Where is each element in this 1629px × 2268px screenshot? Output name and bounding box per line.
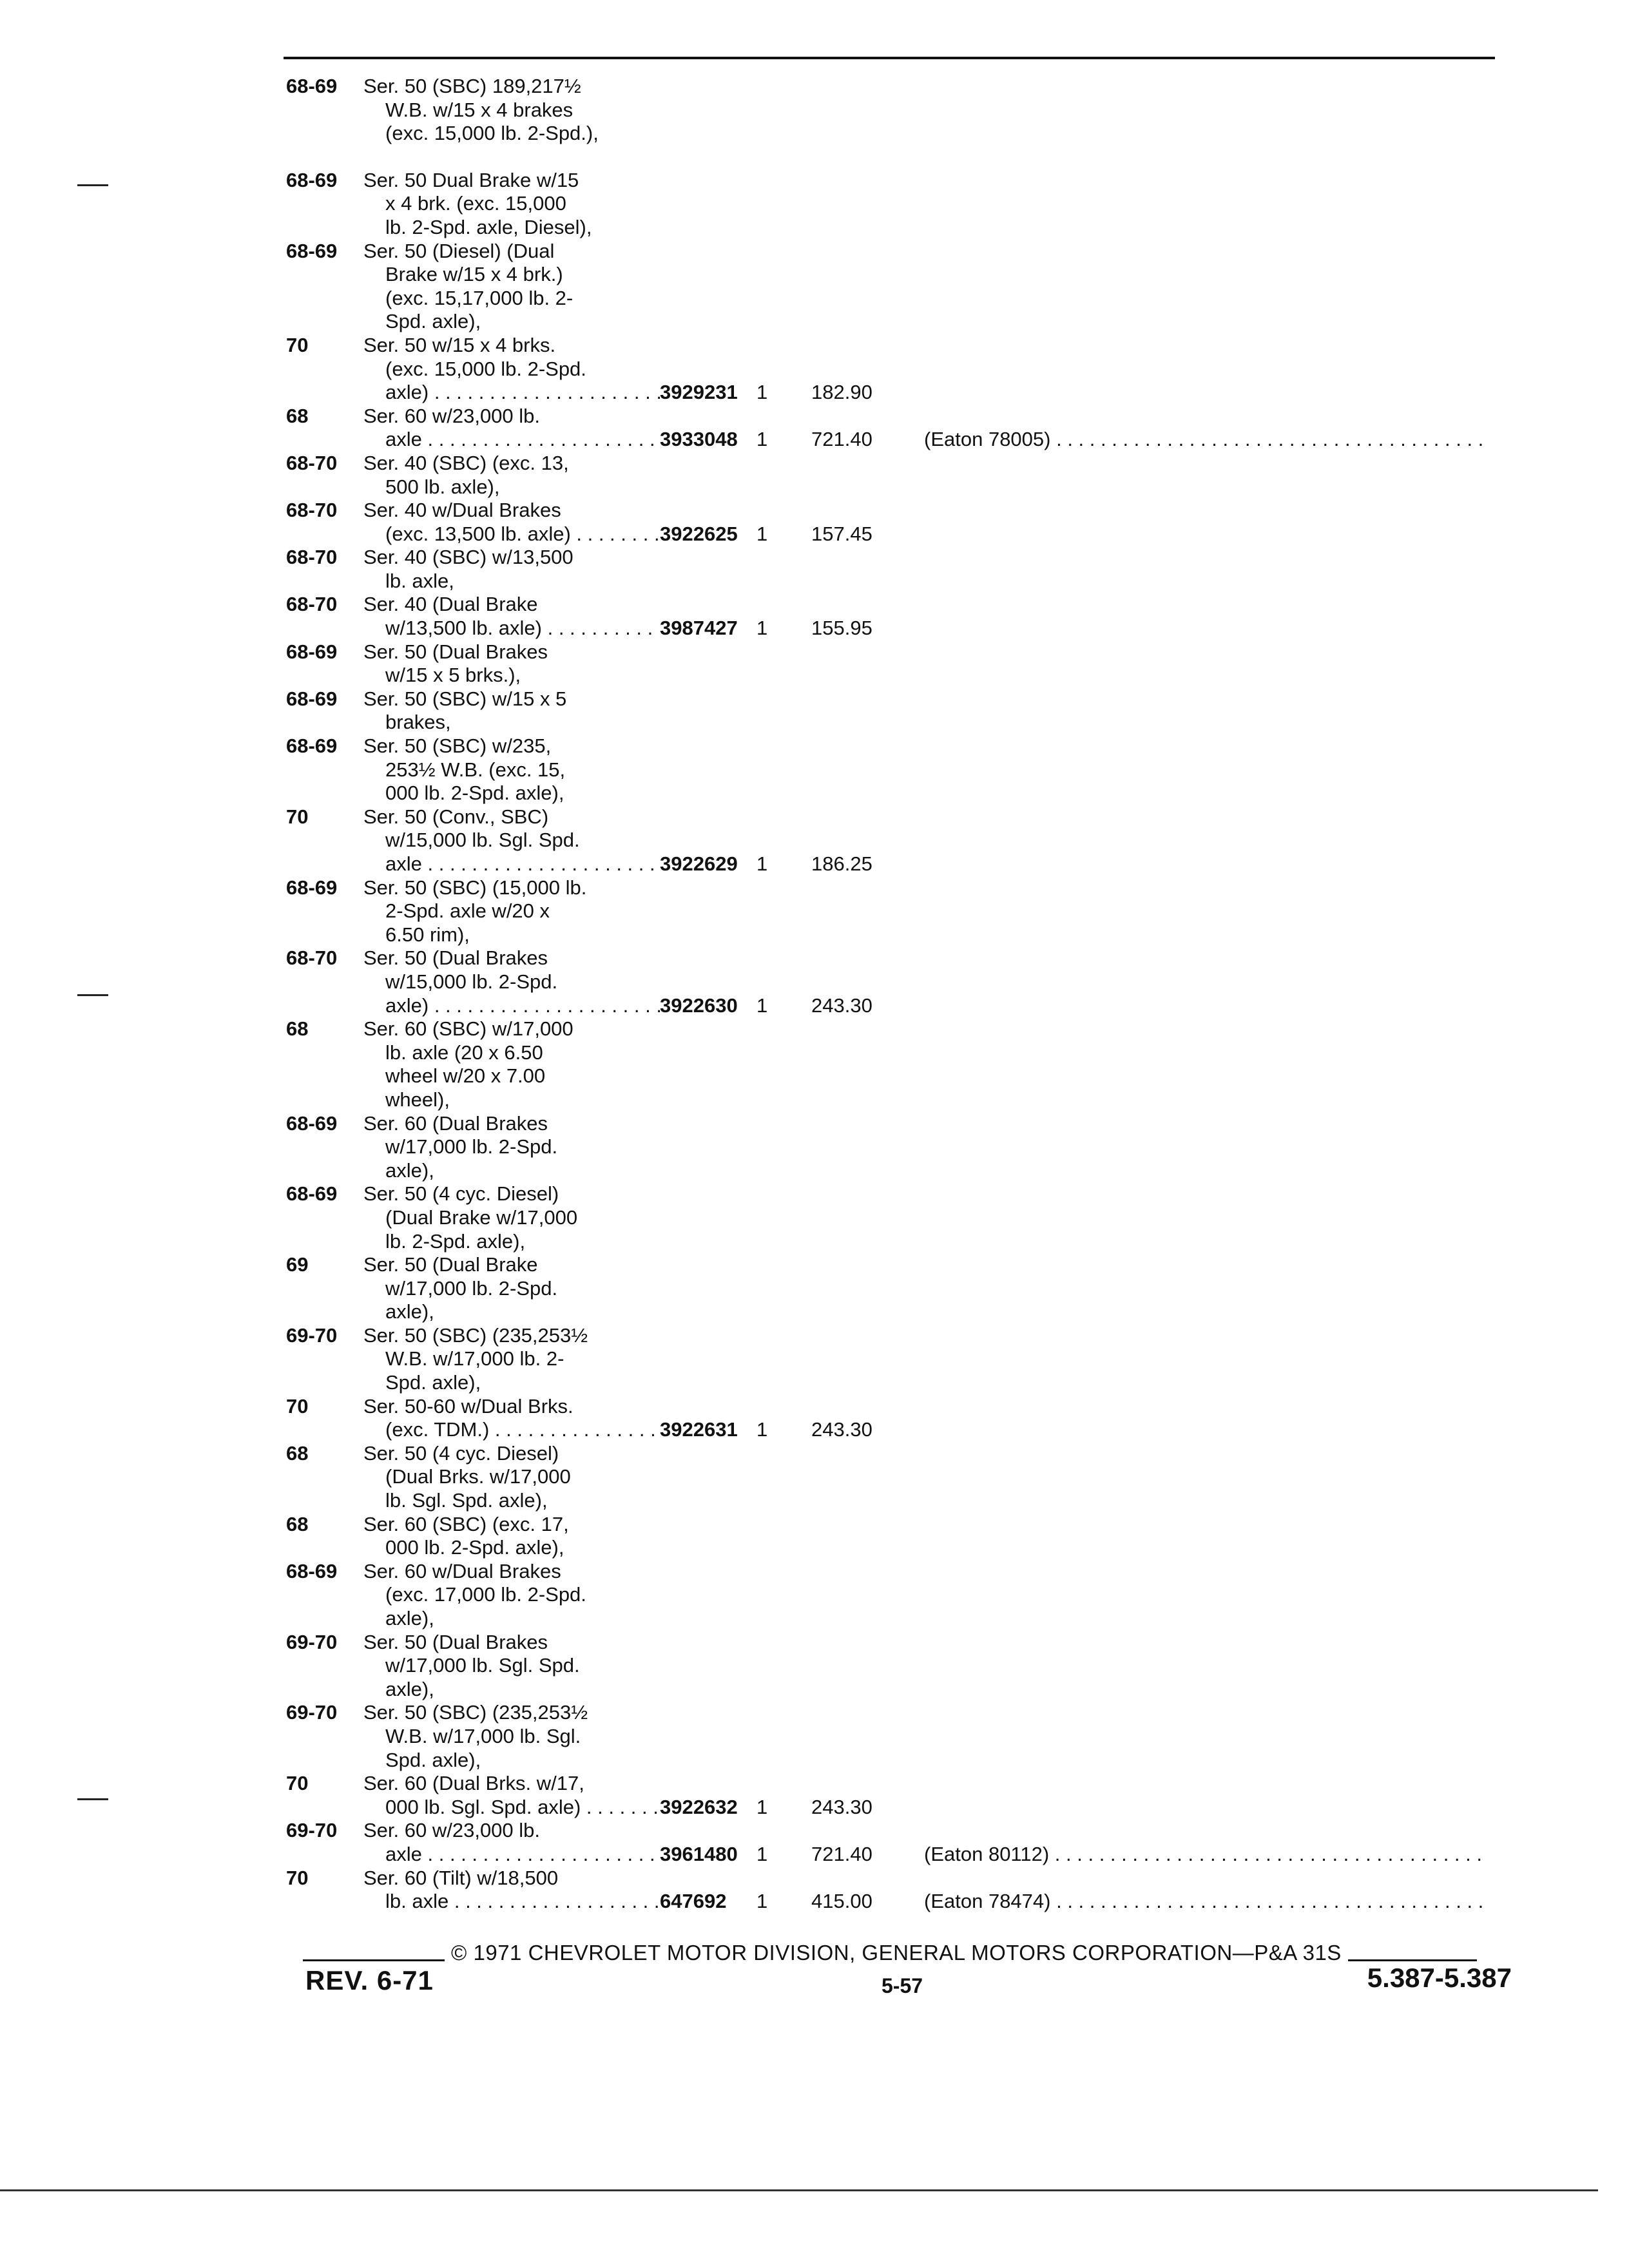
price: 721.40: [811, 1842, 872, 1865]
catalog-entry: [286, 593, 1575, 640]
supplier-note: (Eaton 80112) . . .: [924, 1843, 1485, 1867]
entry-description: [363, 1182, 660, 1253]
footer-rule-left: [303, 1945, 445, 1961]
part-number: 3922631: [660, 1418, 738, 1441]
description-line: axle),: [385, 1677, 434, 1700]
catalog-entry: [286, 1819, 1575, 1866]
margin-mark: [77, 994, 108, 996]
entry-years: 70: [286, 805, 309, 828]
section-number: 5.387-5.387: [1367, 1963, 1512, 1993]
description-line: Ser. 50 (SBC) w/15 x 5: [363, 687, 567, 710]
entry-years: 68-69: [286, 1559, 338, 1582]
description-line: W.B. w/17,000 lb. 2-: [385, 1347, 564, 1370]
entry-years: 69-70: [286, 1630, 338, 1653]
price: 243.30: [811, 1418, 872, 1441]
entry-description: [363, 1701, 660, 1772]
part-number: 3922625: [660, 522, 738, 545]
entry-years: 68-70: [286, 499, 338, 522]
description-line: lb. Sgl. Spd. axle),: [385, 1489, 548, 1512]
catalog-entry: [286, 1395, 1575, 1442]
catalog-entry: [286, 735, 1575, 805]
description-line: w/17,000 lb. 2-Spd.: [385, 1276, 558, 1300]
part-number: 647692: [660, 1890, 727, 1913]
price: 243.30: [811, 1795, 872, 1818]
description-line: Ser. 50 (SBC) w/235,: [363, 735, 552, 758]
part-number: 3987427: [660, 617, 738, 640]
entry-description: [363, 735, 660, 805]
entry-description: [363, 805, 660, 876]
supplier-note: (Eaton 78005) . . .: [924, 428, 1485, 452]
quantity: 1: [757, 381, 768, 404]
entry-years: 70: [286, 1394, 309, 1418]
catalog-entry: [286, 805, 1575, 876]
entry-description: [363, 640, 660, 687]
entry-years: 68-69: [286, 735, 338, 758]
description-line: Ser. 60 (Dual Brakes: [363, 1111, 548, 1135]
description-line: lb. axle,: [385, 569, 454, 592]
entry-years: 69-70: [286, 1701, 338, 1724]
description-line: (exc. 13,500 lb. axle) . . .: [363, 523, 660, 546]
description-line: 2-Spd. axle w/20 x: [385, 899, 550, 923]
description-line: Ser. 50-60 w/Dual Brks.: [363, 1394, 574, 1418]
price: 243.30: [811, 994, 872, 1017]
catalog-entry: [286, 1867, 1575, 1914]
description-line: w/13,500 lb. axle) . . .: [363, 617, 660, 640]
entry-description: [363, 452, 660, 499]
description-line: Ser. 60 (SBC) w/17,000: [363, 1017, 574, 1041]
entry-description: [363, 75, 660, 146]
catalog-entry: [286, 1253, 1575, 1324]
description-line: Spd. axle),: [385, 1748, 481, 1771]
entry-years: 68-69: [286, 239, 338, 262]
catalog-entry: [286, 1182, 1575, 1253]
footer-rule-right: [1348, 1945, 1477, 1961]
margin-mark: [77, 184, 108, 186]
description-line: Ser. 50 (SBC) (235,253½: [363, 1323, 588, 1347]
description-line: axle),: [385, 1300, 434, 1323]
entry-description: [363, 1395, 660, 1442]
entry-years: 69-70: [286, 1819, 338, 1842]
entry-description: [363, 169, 660, 240]
entry-description: [363, 1513, 660, 1560]
catalog-entry: [286, 452, 1575, 499]
description-line: Ser. 50 (SBC) (235,253½: [363, 1701, 588, 1724]
entry-description: [363, 1772, 660, 1819]
quantity: 1: [757, 428, 768, 451]
entry-description: [363, 1442, 660, 1513]
entry-years: 68: [286, 404, 309, 427]
description-line: lb. axle (20 x 6.50: [385, 1041, 543, 1064]
entry-description: [363, 1867, 660, 1914]
entry-description: [363, 1631, 660, 1702]
description-line: (exc. 15,17,000 lb. 2-: [385, 286, 574, 309]
catalog-entry: [286, 1513, 1575, 1560]
entry-years: 68-69: [286, 1111, 338, 1135]
supplier-note: (Eaton 78474) . . .: [924, 1890, 1485, 1914]
description-line: wheel w/20 x 7.00: [385, 1064, 546, 1088]
price: 182.90: [811, 381, 872, 404]
footer-copyright-line: [303, 1941, 1508, 1965]
description-line: Ser. 50 Dual Brake w/15: [363, 168, 579, 191]
description-line: Ser. 50 (Dual Brake: [363, 1253, 538, 1276]
description-line: 253½ W.B. (exc. 15,: [385, 758, 566, 781]
description-line: Ser. 40 (SBC) w/13,500: [363, 546, 574, 569]
description-line: (exc. 15,000 lb. 2-Spd.: [385, 357, 586, 380]
entry-description: [363, 240, 660, 334]
entry-description: [363, 546, 660, 593]
description-line: Ser. 60 (Tilt) w/18,500: [363, 1866, 559, 1889]
description-line: Ser. 40 (Dual Brake: [363, 593, 538, 616]
catalog-entry: [286, 1631, 1575, 1702]
entry-years: 69-70: [286, 1323, 338, 1347]
description-line: Ser. 50 (Dual Brakes: [363, 640, 548, 663]
description-line: W.B. w/15 x 4 brakes: [385, 98, 574, 121]
part-number: 3922630: [660, 994, 738, 1017]
description-line: (exc. TDM.) . . .: [363, 1418, 660, 1442]
part-number: 3922629: [660, 852, 738, 875]
description-line: axle),: [385, 1158, 434, 1182]
parts-catalog-list: [286, 75, 1575, 1914]
description-line: (Dual Brake w/17,000: [385, 1206, 578, 1229]
top-rule: [284, 57, 1495, 59]
description-line: Ser. 50 (4 cyc. Diesel): [363, 1441, 559, 1465]
description-line: Ser. 60 w/Dual Brakes: [363, 1559, 561, 1582]
entry-description: [363, 1560, 660, 1631]
entry-years: 68-69: [286, 687, 338, 710]
part-number: 3922632: [660, 1795, 738, 1818]
catalog-entry: [286, 546, 1575, 593]
entry-description: [363, 687, 660, 735]
quantity: 1: [757, 1418, 768, 1441]
part-number: 3961480: [660, 1842, 738, 1865]
entry-years: 68-70: [286, 451, 338, 474]
description-line: axle . . .: [363, 428, 660, 452]
quantity: 1: [757, 852, 768, 875]
bottom-rule: [0, 2189, 1598, 2191]
description-line: 000 lb. Sgl. Spd. axle) . . .: [363, 1796, 660, 1820]
catalog-entry: [286, 169, 1575, 240]
description-line: x 4 brk. (exc. 15,000: [385, 192, 566, 215]
description-line: 000 lb. 2-Spd. axle),: [385, 782, 564, 805]
description-line: Spd. axle),: [385, 1371, 481, 1394]
description-line: w/17,000 lb. 2-Spd.: [385, 1135, 558, 1158]
catalog-entry: [286, 1560, 1575, 1631]
entry-years: 68: [286, 1512, 309, 1535]
description-line: w/17,000 lb. Sgl. Spd.: [385, 1654, 580, 1677]
description-line: lb. axle . . .: [363, 1890, 660, 1914]
price: 721.40: [811, 428, 872, 451]
catalog-entry: [286, 1324, 1575, 1395]
catalog-entry: [286, 1017, 1575, 1111]
catalog-entry: [286, 75, 1575, 146]
entry-description: [363, 1253, 660, 1324]
description-line: Ser. 60 w/23,000 lb.: [363, 404, 541, 427]
page-number: 5-57: [882, 1974, 923, 1997]
description-line: (exc. 17,000 lb. 2-Spd.: [385, 1583, 586, 1606]
description-line: axle) . . .: [363, 381, 660, 405]
quantity: 1: [757, 1842, 768, 1865]
footer-copyright: © 1971 CHEVROLET MOTOR DIVISION, GENERAL MOTORS CORPORATION—P&A 31S: [451, 1941, 1342, 1965]
entry-years: 68-69: [286, 168, 338, 191]
description-line: 000 lb. 2-Spd. axle),: [385, 1536, 564, 1559]
description-line: Ser. 50 (4 cyc. Diesel): [363, 1182, 559, 1206]
entry-years: 68: [286, 1017, 309, 1041]
description-line: 500 lb. axle),: [385, 475, 500, 498]
description-line: Ser. 50 w/15 x 4 brks.: [363, 333, 556, 356]
description-line: axle),: [385, 1607, 434, 1629]
description-line: Ser. 40 w/Dual Brakes: [363, 499, 561, 522]
entry-description: [363, 499, 660, 546]
description-line: W.B. w/17,000 lb. Sgl.: [385, 1724, 581, 1747]
catalog-entry: [286, 1701, 1575, 1772]
description-line: 6.50 rim),: [385, 923, 470, 946]
entry-years: 68-69: [286, 1182, 338, 1206]
description-line: (Dual Brks. w/17,000: [385, 1465, 571, 1488]
catalog-entry: [286, 687, 1575, 735]
entry-years: 70: [286, 1772, 309, 1795]
description-line: Ser. 60 (Dual Brks. w/17,: [363, 1772, 584, 1795]
description-line: Ser. 60 (SBC) (exc. 17,: [363, 1512, 569, 1535]
entry-description: [363, 334, 660, 405]
quantity: 1: [757, 1795, 768, 1818]
catalog-entry: [286, 240, 1575, 334]
entry-years: 68-69: [286, 876, 338, 899]
description-line: Ser. 50 (Dual Brakes: [363, 1630, 548, 1653]
entry-years: 68-70: [286, 593, 338, 616]
quantity: 1: [757, 522, 768, 545]
description-line: axle) . . .: [363, 994, 660, 1018]
catalog-entry: [286, 1772, 1575, 1819]
description-line: wheel),: [385, 1088, 450, 1111]
part-number: 3933048: [660, 428, 738, 451]
description-line: Ser. 50 (SBC) (15,000 lb.: [363, 876, 587, 899]
entry-description: [363, 1819, 660, 1866]
entry-description: [363, 1017, 660, 1111]
quantity: 1: [757, 994, 768, 1017]
description-line: w/15,000 lb. 2-Spd.: [385, 970, 558, 993]
catalog-entry: [286, 334, 1575, 405]
catalog-entry: [286, 947, 1575, 1017]
description-line: lb. 2-Spd. axle),: [385, 1229, 526, 1253]
price: 155.95: [811, 617, 872, 640]
entry-years: 70: [286, 1866, 309, 1889]
description-line: Ser. 40 (SBC) (exc. 13,: [363, 451, 569, 474]
catalog-entry: [286, 876, 1575, 947]
quantity: 1: [757, 617, 768, 640]
entry-description: [363, 1112, 660, 1183]
description-line: Ser. 50 (Dual Brakes: [363, 947, 548, 970]
entry-description: [363, 1324, 660, 1395]
part-number: 3929231: [660, 381, 738, 404]
description-line: Spd. axle),: [385, 310, 481, 333]
entry-description: [363, 593, 660, 640]
entry-years: 68-70: [286, 546, 338, 569]
entry-years: 70: [286, 333, 309, 356]
entry-years: 68-70: [286, 947, 338, 970]
description-line: axle . . .: [363, 852, 660, 876]
catalog-entry: [286, 1112, 1575, 1183]
description-line: Ser. 60 w/23,000 lb.: [363, 1819, 541, 1842]
price: 415.00: [811, 1890, 872, 1913]
entry-description: [363, 876, 660, 947]
entry-description: [363, 405, 660, 452]
description-line: Brake w/15 x 4 brk.): [385, 263, 563, 286]
entry-years: 68-69: [286, 640, 338, 663]
description-line: axle . . .: [363, 1843, 660, 1867]
price: 186.25: [811, 852, 872, 875]
description-line: w/15 x 5 brks.),: [385, 664, 521, 687]
entry-years: 69: [286, 1253, 309, 1276]
description-line: brakes,: [385, 711, 451, 734]
catalog-entry: [286, 405, 1575, 452]
description-line: Ser. 50 (Diesel) (Dual: [363, 239, 555, 262]
price: 157.45: [811, 522, 872, 545]
entry-years: 68: [286, 1441, 309, 1465]
entry-description: [363, 947, 660, 1017]
description-line: (exc. 15,000 lb. 2-Spd.),: [385, 122, 599, 145]
margin-mark: [77, 1798, 108, 1800]
description-line: Ser. 50 (SBC) 189,217½: [363, 75, 581, 97]
catalog-entry: [286, 1442, 1575, 1513]
description-line: w/15,000 lb. Sgl. Spd.: [385, 829, 580, 852]
catalog-entry: [286, 499, 1575, 546]
description-line: lb. 2-Spd. axle, Diesel),: [385, 215, 592, 238]
entry-years: 68-69: [286, 75, 338, 97]
description-line: Ser. 50 (Conv., SBC): [363, 805, 549, 828]
revision-label: REV. 6-71: [305, 1965, 434, 1995]
quantity: 1: [757, 1890, 768, 1913]
catalog-entry: [286, 640, 1575, 687]
